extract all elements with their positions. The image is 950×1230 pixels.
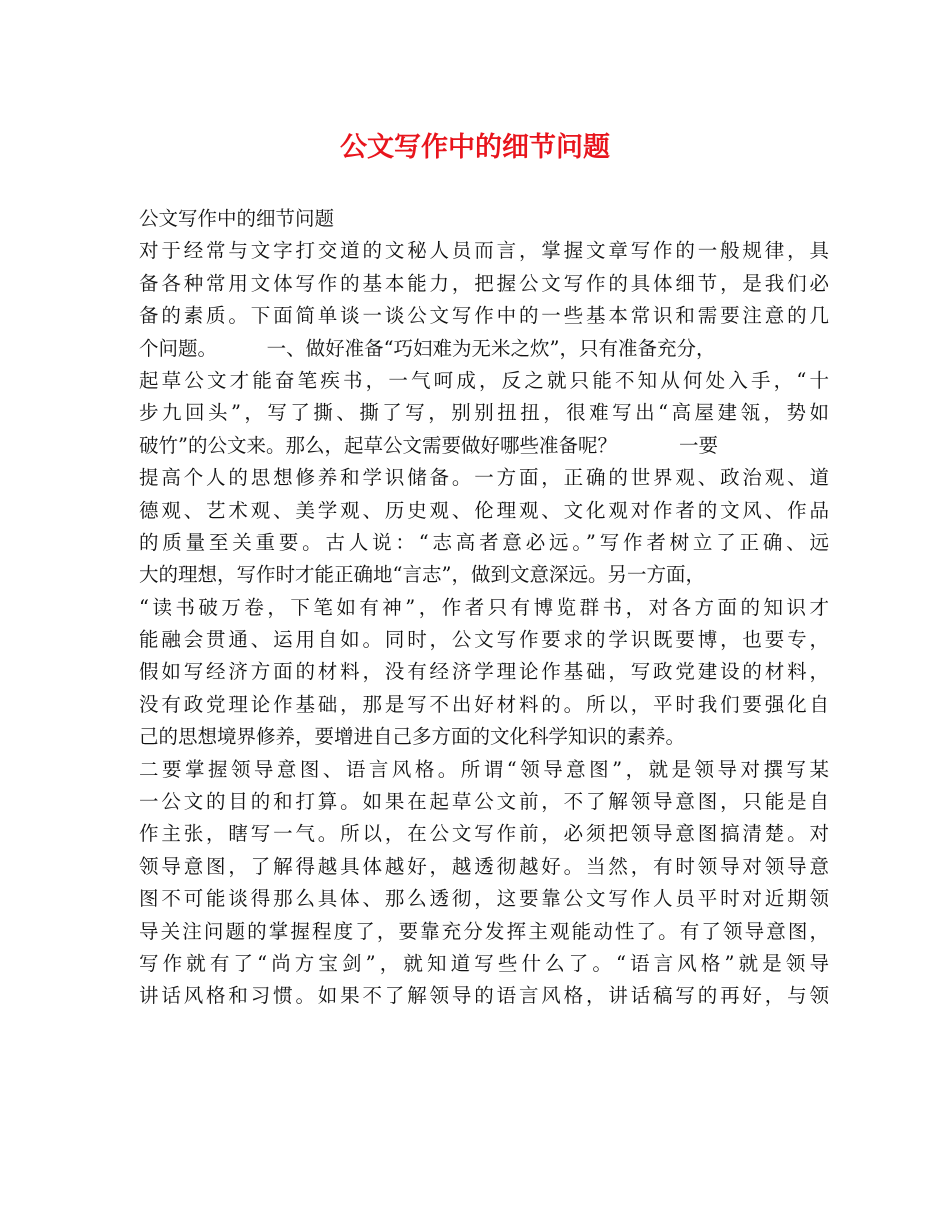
body-line: 大的理想，写作时才能正确地“言志”，做到文意深远。另一方面，	[139, 563, 705, 587]
body-line: 假如写经济方面的材料，没有经济学理论作基础，写政党建设的材料，	[139, 660, 829, 684]
body-line: 二要掌握领导意图、语言风格。所谓“领导意图”，就是领导对撰写某	[139, 757, 829, 781]
body-line: 己的思想境界修养，要增进自己多方面的文化科学知识的素养。	[139, 725, 686, 749]
body-line: 作主张，瞎写一气。所以，在公文写作前，必须把领导意图搞清楚。对	[139, 822, 829, 846]
body-line: 备的素质。下面简单谈一谈公文写作中的一些基本常识和需要注意的几	[139, 304, 829, 328]
body-line: 一公文的目的和打算。如果在起草公文前，不了解领导意图，只能是自	[139, 790, 829, 814]
body-line: 的质量至关重要。古人说：“志高者意必远。”写作者树立了正确、远	[139, 530, 829, 554]
body-line: 领导意图，了解得越具体越好，越透彻越好。当然，有时领导对领导意	[139, 854, 829, 878]
body-line: “读书破万卷，下笔如有神”，作者只有博览群书，对各方面的知识才	[139, 595, 829, 619]
body-line: 个问题。 一、做好准备“巧妇难为无米之炊”，只有准备充分，	[139, 336, 716, 360]
body-line: 步九回头”，写了撕、撕了写，别别扭扭，很难写出“高屋建瓴，势如	[139, 401, 829, 425]
body-line: 起草公文才能奋笔疾书，一气呵成，反之就只能不知从何处入手，“十	[139, 368, 829, 392]
document-title: 公文写作中的细节问题	[340, 132, 610, 163]
body-line: 写作就有了“尚方宝剑”，就知道写些什么了。“语言风格”就是领导	[139, 951, 829, 975]
body-line: 德观、艺术观、美学观、历史观、伦理观、文化观对作者的文风、作品	[139, 498, 829, 522]
body-line: 提高个人的思想修养和学识储备。一方面，正确的世界观、政治观、道	[139, 466, 829, 490]
body-line: 破竹”的公文来。那么，起草公文需要做好哪些准备呢？ 一要	[139, 433, 718, 457]
body-line: 讲话风格和习惯。如果不了解领导的语言风格，讲话稿写的再好，与领	[139, 984, 829, 1008]
body-line: 导关注问题的掌握程度了，要靠充分发挥主观能动性了。有了领导意图，	[139, 919, 829, 943]
body-line: 图不可能谈得那么具体、那么透彻，这要靠公文写作人员平时对近期领	[139, 887, 829, 911]
body-line: 备各种常用文体写作的基本能力，把握公文写作的具体细节，是我们必	[139, 271, 829, 295]
body-line: 能融会贯通、运用自如。同时，公文写作要求的学识既要博，也要专，	[139, 628, 829, 652]
body-line: 没有政党理论作基础，那是写不出好材料的。所以，平时我们要强化自	[139, 692, 829, 716]
body-line: 对于经常与文字打交道的文秘人员而言，掌握文章写作的一般规律，具	[139, 239, 829, 263]
body-line: 公文写作中的细节问题	[139, 207, 335, 230]
document-body	[139, 203, 829, 1013]
